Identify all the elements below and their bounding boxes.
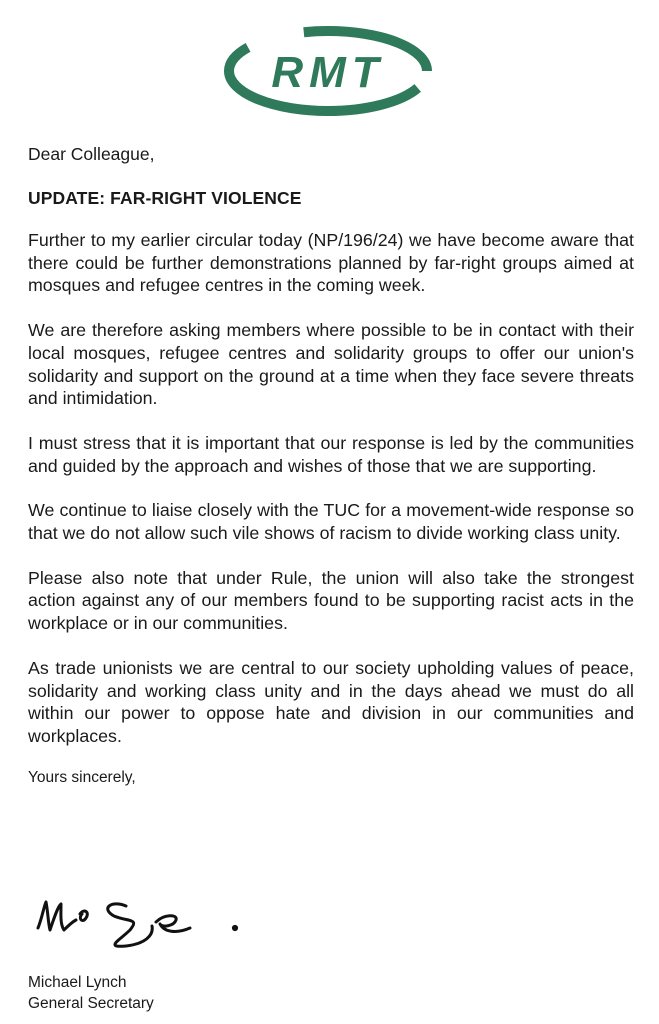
rmt-logo-icon bbox=[222, 24, 434, 118]
letter-body bbox=[28, 143, 634, 788]
logo-text: RMT bbox=[271, 48, 385, 97]
signer-title: General Secretary bbox=[28, 995, 154, 1012]
signature-icon bbox=[30, 878, 280, 956]
signer-block bbox=[28, 972, 154, 1014]
rmt-logo bbox=[222, 24, 434, 118]
closing: Yours sincerely, bbox=[28, 768, 136, 786]
paragraph-5: Please also note that under Rule, the union will also take the strongest action against any of our members found to be supporting racist acts in the workplace or in our communities. bbox=[28, 567, 634, 634]
paragraph-2: We are therefore asking members where possible to be in contact with their local mosques, refugee centres and solidarity groups to offer our union's solidarity and support on the ground at a time when they face severe threats and intimidation. bbox=[28, 320, 634, 409]
paragraph-4: We continue to liaise closely with the TUC for a movement-wide response so that we do not allow such vile shows of racism to divide working class unity. bbox=[28, 500, 634, 544]
handwritten-signature bbox=[30, 878, 280, 956]
paragraph-3: I must stress that it is important that our response is led by the communities and guided by the approach and wishes of those that we are supporting. bbox=[28, 432, 634, 476]
salutation: Dear Colleague, bbox=[28, 144, 155, 164]
paragraph-6: As trade unionists we are central to our society upholding values of peace, solidarity and working class unity and in the days ahead we must do all within our power to oppose hate and division in our communities and workplaces. bbox=[28, 657, 634, 746]
paragraph-1: Further to my earlier circular today (NP/196/24) we have become aware that there could be further demonstrations planned by far-right groups aimed at mosques and refugee centres in the coming week. bbox=[28, 230, 634, 296]
signer-name: Michael Lynch bbox=[28, 974, 127, 991]
letter-subject: UPDATE: FAR-RIGHT VIOLENCE bbox=[28, 188, 302, 208]
